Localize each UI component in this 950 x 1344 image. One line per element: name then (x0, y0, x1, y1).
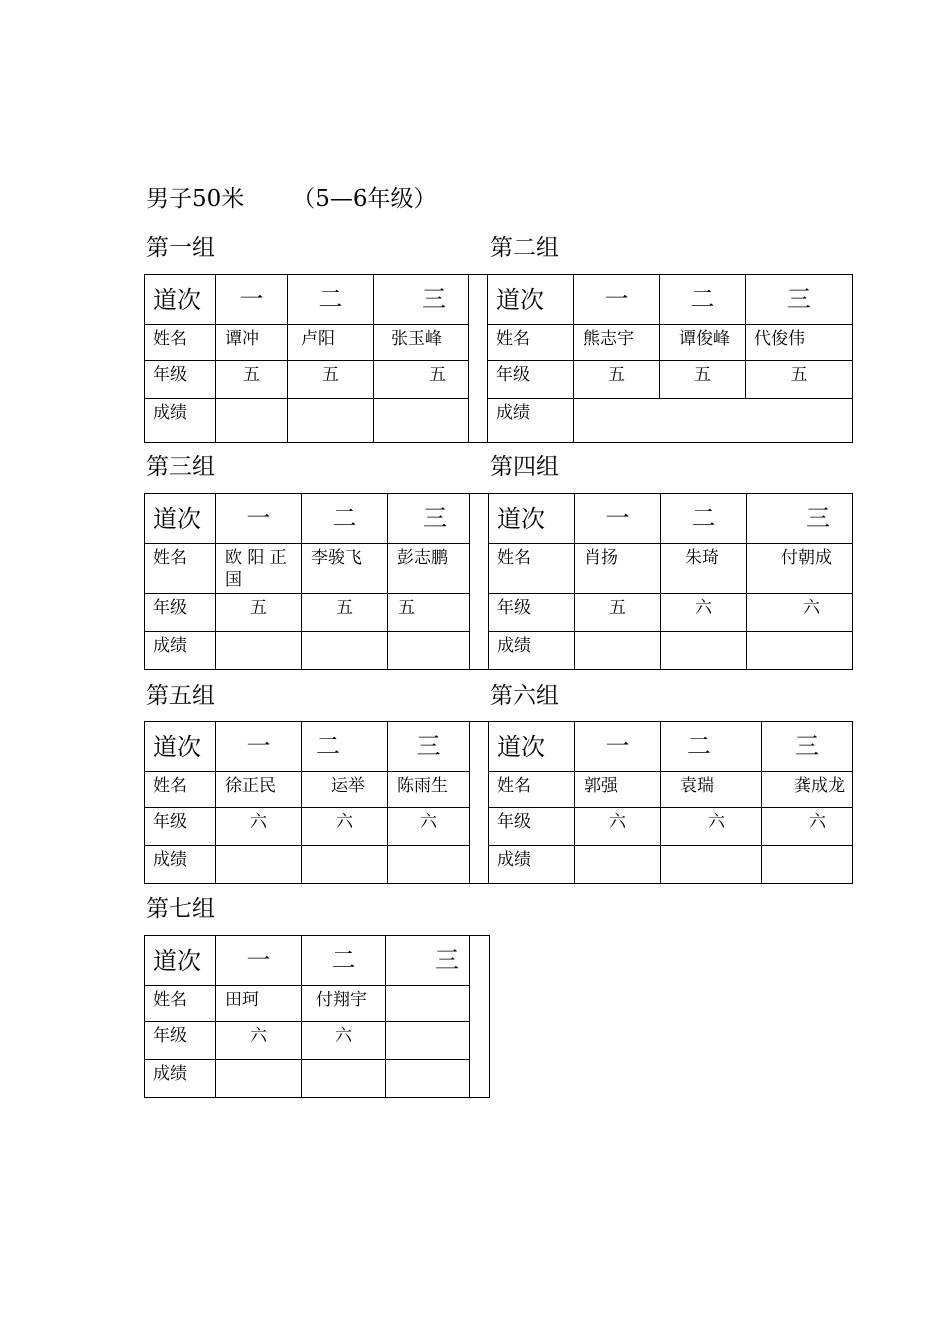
lane-row (145, 722, 853, 772)
lane-2-header: 二 (302, 494, 388, 544)
score-label: 成绩 (145, 632, 216, 670)
lane-row (145, 936, 490, 986)
athlete-name (386, 986, 470, 1022)
athlete-name: 谭冲 (216, 325, 288, 361)
name-row (145, 772, 853, 808)
lane-1-header: 一 (216, 936, 302, 986)
lane-2-header: 二 (660, 275, 746, 325)
lane-label: 道次 (145, 494, 216, 544)
score-row (145, 399, 853, 443)
score-cell (762, 846, 853, 884)
lane-row (145, 494, 853, 544)
event-name: 男子50米 (146, 186, 245, 212)
athlete-grade: 五 (288, 361, 374, 399)
grade-label: 年级 (145, 361, 216, 399)
athlete-grade: 六 (661, 594, 747, 632)
heat-table-groups-1-2 (144, 274, 853, 443)
score-cell (575, 846, 661, 884)
athlete-grade: 六 (216, 1022, 302, 1060)
athlete-name: 张玉峰 (374, 325, 469, 361)
score-cell (302, 632, 388, 670)
group-1-label: 第一组 (146, 235, 215, 261)
lane-3-header: 三 (746, 275, 853, 325)
score-cell (388, 846, 470, 884)
score-cell (288, 399, 374, 443)
athlete-grade: 六 (661, 808, 762, 846)
score-cell (575, 632, 661, 670)
athlete-name: 田珂 (216, 986, 302, 1022)
grade-label: 年级 (489, 808, 575, 846)
athlete-grade: 六 (216, 808, 302, 846)
name-label: 姓名 (489, 544, 575, 594)
athlete-grade: 五 (216, 361, 288, 399)
athlete-grade (386, 1022, 470, 1060)
grade-label: 年级 (145, 594, 216, 632)
table-spacer (470, 494, 489, 670)
lane-label: 道次 (145, 722, 216, 772)
lane-row (145, 275, 853, 325)
grade-label: 年级 (489, 594, 575, 632)
table-spacer (470, 936, 490, 1098)
score-cell (216, 846, 302, 884)
grade-row (145, 808, 853, 846)
score-cell (388, 632, 470, 670)
heat-table-groups-5-6 (144, 721, 853, 884)
score-cell (661, 632, 747, 670)
score-row (145, 846, 853, 884)
grade-range: （5—6年级） (292, 186, 437, 212)
name-row (145, 325, 853, 361)
lane-1-header: 一 (216, 722, 302, 772)
athlete-name: 肖扬 (575, 544, 661, 594)
group-4-label: 第四组 (490, 454, 559, 480)
page-title (146, 188, 437, 211)
table-spacer (470, 722, 489, 884)
group-7-label: 第七组 (146, 896, 215, 922)
athlete-name: 李骏飞 (302, 544, 388, 594)
grade-label: 年级 (488, 361, 574, 399)
athlete-grade: 六 (747, 594, 853, 632)
athlete-grade: 五 (388, 594, 470, 632)
lane-3-header: 三 (388, 494, 470, 544)
lane-3-header: 三 (388, 722, 470, 772)
athlete-grade: 五 (302, 594, 388, 632)
heat-table-group-7 (144, 935, 490, 1098)
score-label: 成绩 (145, 399, 216, 443)
athlete-name: 付翔宇 (302, 986, 386, 1022)
score-cell (747, 632, 853, 670)
lane-label: 道次 (489, 722, 575, 772)
lane-3-header: 三 (386, 936, 470, 986)
athlete-name: 谭俊峰 (660, 325, 746, 361)
score-cell (302, 846, 388, 884)
score-label: 成绩 (488, 399, 574, 443)
athlete-name: 卢阳 (288, 325, 374, 361)
lane-3-header: 三 (747, 494, 853, 544)
group-5-label: 第五组 (146, 683, 215, 709)
score-label: 成绩 (145, 1060, 216, 1098)
group-6-label: 第六组 (490, 683, 559, 709)
score-cell (216, 399, 288, 443)
score-label: 成绩 (489, 632, 575, 670)
name-label: 姓名 (488, 325, 574, 361)
athlete-name: 陈雨生 (388, 772, 470, 808)
name-label: 姓名 (145, 986, 216, 1022)
athlete-grade: 五 (575, 594, 661, 632)
name-label: 姓名 (145, 325, 216, 361)
lane-label: 道次 (145, 275, 216, 325)
score-cell (374, 399, 469, 443)
lane-label: 道次 (489, 494, 575, 544)
lane-2-header: 二 (302, 936, 386, 986)
athlete-name: 袁瑞 (661, 772, 762, 808)
lane-1-header: 一 (575, 722, 661, 772)
score-label: 成绩 (489, 846, 575, 884)
grade-label: 年级 (145, 808, 216, 846)
athlete-grade: 六 (302, 808, 388, 846)
name-label: 姓名 (489, 772, 575, 808)
group-3-label: 第三组 (146, 454, 215, 480)
lane-3-header: 三 (374, 275, 469, 325)
athlete-name: 代俊伟 (746, 325, 853, 361)
name-label: 姓名 (145, 544, 216, 594)
athlete-grade: 五 (746, 361, 853, 399)
lane-2-header: 二 (661, 722, 762, 772)
score-row (145, 632, 853, 670)
name-label: 姓名 (145, 772, 216, 808)
athlete-name: 熊志宇 (574, 325, 660, 361)
group-2-label: 第二组 (490, 235, 559, 261)
lane-1-header: 一 (574, 275, 660, 325)
score-label: 成绩 (145, 846, 216, 884)
lane-label: 道次 (145, 936, 216, 986)
score-cell (574, 399, 853, 443)
lane-1-header: 一 (216, 494, 302, 544)
athlete-grade: 五 (574, 361, 660, 399)
athlete-grade: 五 (216, 594, 302, 632)
score-cell (216, 632, 302, 670)
athlete-name: 徐正民 (216, 772, 302, 808)
name-row (145, 986, 490, 1022)
athlete-grade: 五 (374, 361, 469, 399)
athlete-grade: 五 (660, 361, 746, 399)
athlete-name: 欧 阳 正 国 (216, 544, 302, 594)
grade-label: 年级 (145, 1022, 216, 1060)
lane-3-header: 三 (762, 722, 853, 772)
athlete-name: 运举 (302, 772, 388, 808)
score-cell (216, 1060, 302, 1098)
heat-table-groups-3-4 (144, 493, 853, 670)
athlete-grade: 六 (302, 1022, 386, 1060)
score-cell (386, 1060, 470, 1098)
lane-2-header: 二 (302, 722, 388, 772)
lane-2-header: 二 (661, 494, 747, 544)
athlete-name: 郭强 (575, 772, 661, 808)
grade-row (145, 594, 853, 632)
lane-1-header: 一 (216, 275, 288, 325)
lane-2-header: 二 (288, 275, 374, 325)
athlete-name: 付朝成 (747, 544, 853, 594)
name-row (145, 544, 853, 594)
athlete-grade: 六 (388, 808, 470, 846)
athlete-grade: 六 (575, 808, 661, 846)
athlete-grade: 六 (762, 808, 853, 846)
table-spacer (469, 275, 488, 443)
athlete-name: 龚成龙 (762, 772, 853, 808)
athlete-name: 朱琦 (661, 544, 747, 594)
athlete-name: 彭志鹏 (388, 544, 470, 594)
score-cell (302, 1060, 386, 1098)
lane-1-header: 一 (575, 494, 661, 544)
grade-row (145, 1022, 490, 1060)
score-row (145, 1060, 490, 1098)
lane-label: 道次 (488, 275, 574, 325)
score-cell (661, 846, 762, 884)
grade-row (145, 361, 853, 399)
